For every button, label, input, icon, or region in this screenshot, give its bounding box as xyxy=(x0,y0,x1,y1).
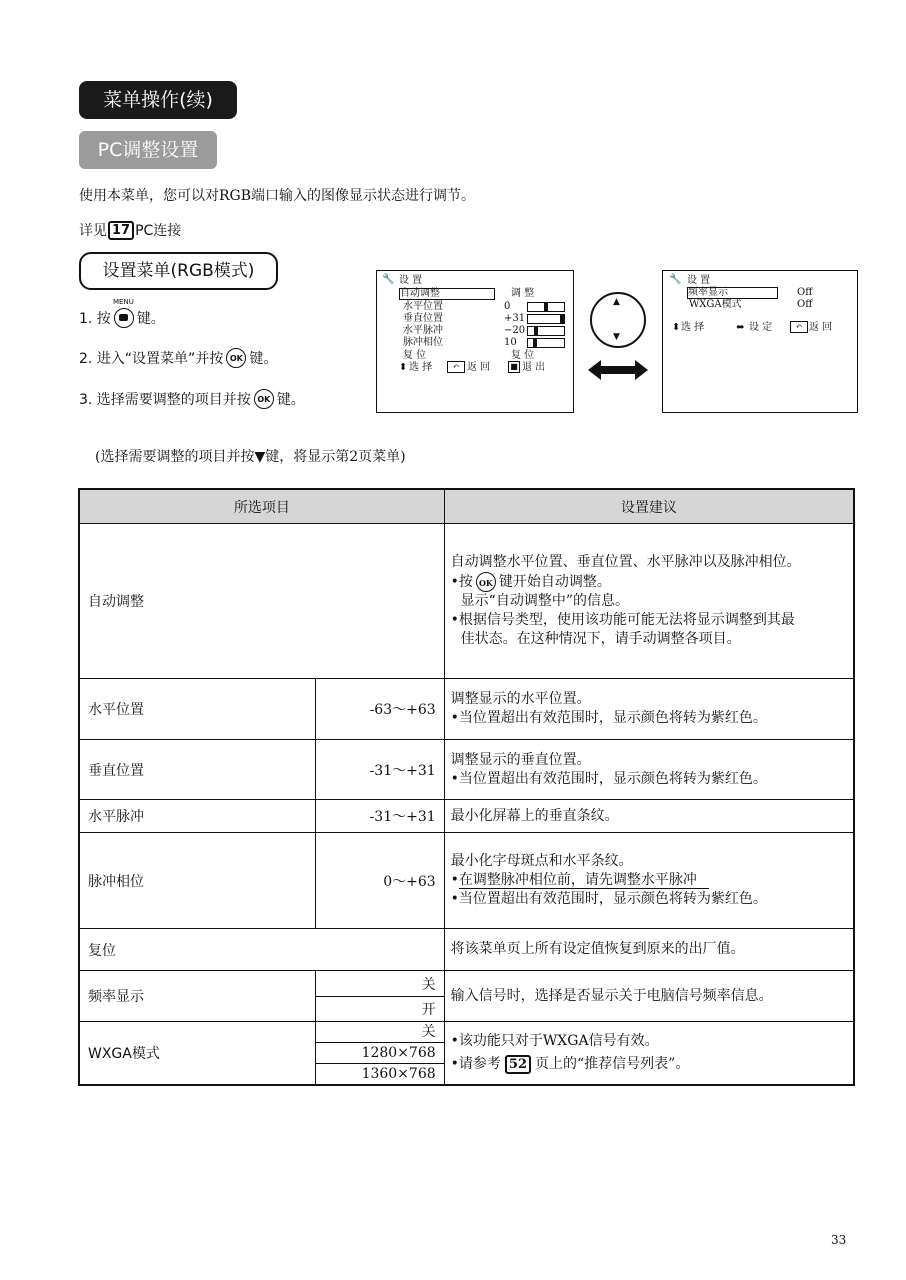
desc-freq-display: 输入信号时，选择是否显示关于电脑信号频率信息。 xyxy=(444,971,854,1022)
item-phase: 脉冲相位 xyxy=(79,833,315,929)
option-wxga-off: 关 xyxy=(315,1022,444,1043)
osd1-row-label: 脉冲相位 xyxy=(403,337,443,348)
range-phase: 0～+63 xyxy=(315,833,444,929)
item-h-position: 水平位置 xyxy=(79,679,315,740)
page-ref-badge: 52 xyxy=(505,1055,531,1074)
osd1-row-value: 0 xyxy=(504,301,511,312)
osd1-level-bar xyxy=(527,326,565,336)
wrench-icon: 🔧 xyxy=(382,274,395,285)
range-h-position: -63～+63 xyxy=(315,679,444,740)
item-auto-adjust: 自动调整 xyxy=(79,524,444,679)
menu-page-note: (选择需要调整的项目并按▼键，将显示第2页菜单) xyxy=(95,449,406,465)
osd1-level-bar xyxy=(527,338,565,348)
osd1-level-bar xyxy=(527,302,565,312)
osd-menu-page-1 xyxy=(376,270,574,413)
settings-table xyxy=(78,488,855,1086)
settings-menu-heading: 设置菜单(RGB模式) xyxy=(79,252,278,290)
subsection-title: PC调整设置 xyxy=(79,131,217,169)
osd2-wxga-value: Off xyxy=(797,299,813,310)
page-number: 33 xyxy=(831,1233,847,1247)
ok-button-icon: OK xyxy=(226,348,246,368)
osd1-row-label: 水平位置 xyxy=(403,301,443,312)
osd1-row-label: 垂直位置 xyxy=(403,313,443,324)
desc-h-pulse: 最小化屏幕上的垂直条纹。 xyxy=(444,800,854,833)
step-1-text: 1. 按 xyxy=(79,311,111,327)
osd1-row-label: 水平脉冲 xyxy=(403,325,443,336)
osd2-freq-display: 频率显示 xyxy=(687,287,778,299)
step-3 xyxy=(79,389,305,409)
wrench-icon: 🔧 xyxy=(669,274,682,285)
range-h-pulse: -31～+31 xyxy=(315,800,444,833)
return-icon: ↶ xyxy=(790,321,808,333)
desc-wxga-mode: • 该功能只对于WXGA信号有效。 • 请参考 52 页上的“推荐信号列表”。 xyxy=(444,1022,854,1085)
osd2-title: 设 置 xyxy=(687,275,711,286)
step-2 xyxy=(79,348,277,368)
option-freq-on: 开 xyxy=(315,997,444,1022)
osd1-nav-exit: 退 出 xyxy=(522,362,546,373)
osd1-nav-select: 选 择 xyxy=(409,362,433,373)
menu-button-label: MENU xyxy=(113,298,134,306)
range-v-position: -31～+31 xyxy=(315,740,444,800)
navigation-pad-icon: ▲ ▼ xyxy=(590,292,646,348)
step-2-text-end: 键。 xyxy=(249,351,278,367)
osd-menu-page-2 xyxy=(662,270,858,413)
osd1-row-value: +31 xyxy=(504,313,526,324)
step-3-text-end: 键。 xyxy=(276,392,305,408)
step-2-text: 2. 进入“设置菜单”并按 xyxy=(79,351,224,367)
desc-v-position: 调整显示的垂直位置。 • 当位置超出有效范围时，显示颜色将转为紫红色。 xyxy=(444,740,854,800)
updown-arrow-icon: ⬍ xyxy=(672,322,681,333)
see-suffix: PC连接 xyxy=(135,223,182,239)
header-selected-item: 所选项目 xyxy=(79,489,444,524)
desc-auto-adjust: 自动调整水平位置、垂直位置、水平脉冲以及脉冲相位。 • 按 OK 键开始自动调整。 显示“自动调整中”的信息。 • 根据信号类型，使用该功能可能无法将显示调整到其最 佳状态。在这种情况下，请手动调整各项目。 xyxy=(444,524,854,679)
osd1-reset-value: 复 位 xyxy=(511,350,535,361)
item-h-pulse: 水平脉冲 xyxy=(79,800,315,833)
ok-button-icon: OK xyxy=(476,572,496,592)
desc-reset: 将该菜单页上所有设定值恢复到原来的出厂值。 xyxy=(444,929,854,971)
leftright-arrow-icon: ⬌ xyxy=(736,322,745,333)
step-1-text-end: 键。 xyxy=(136,311,165,327)
osd2-nav-select: 选 择 xyxy=(681,322,705,333)
option-freq-off: 关 xyxy=(315,971,444,997)
updown-arrow-icon: ⬍ xyxy=(399,362,408,373)
option-wxga-1360: 1360×768 xyxy=(315,1064,444,1085)
header-recommendation: 设置建议 xyxy=(444,489,854,524)
menu-button-icon xyxy=(114,308,134,328)
osd1-level-bar xyxy=(527,314,565,324)
see-prefix: 详见 xyxy=(79,223,107,239)
osd1-title: 设 置 xyxy=(399,275,423,286)
desc-h-position: 调整显示的水平位置。 • 当位置超出有效范围时，显示颜色将转为紫红色。 xyxy=(444,679,854,740)
osd2-freq-value: Off xyxy=(797,287,813,298)
item-freq-display: 频率显示 xyxy=(79,971,315,1022)
osd1-row-value: −20 xyxy=(504,325,526,336)
item-wxga-mode: WXGA模式 xyxy=(79,1022,315,1085)
section-title: 菜单操作(续) xyxy=(79,81,237,119)
step-3-text: 3. 选择需要调整的项目并按 xyxy=(79,392,251,408)
osd1-auto-adjust: 自动调整 xyxy=(399,288,495,300)
intro-text: 使用本菜单，您可以对RGB端口输入的图像显示状态进行调节。 xyxy=(79,188,476,204)
see-reference xyxy=(79,220,181,240)
step-1 xyxy=(79,308,165,328)
double-arrow-icon xyxy=(588,358,648,382)
return-icon: ↶ xyxy=(447,361,465,373)
osd1-row-value: 10 xyxy=(504,337,517,348)
item-v-position: 垂直位置 xyxy=(79,740,315,800)
osd2-nav-back: 返 回 xyxy=(809,322,833,333)
osd1-adjust-header: 调 整 xyxy=(511,288,535,299)
desc-phase: 最小化字母斑点和水平条纹。 • 在调整脉冲相位前，请先调整水平脉冲 • 当位置超出有效范围时，显示颜色将转为紫红色。 xyxy=(444,833,854,929)
page-ref-badge: 17 xyxy=(108,221,134,240)
menu-icon: ■ xyxy=(508,361,520,373)
ok-button-icon: OK xyxy=(254,389,274,409)
item-reset: 复位 xyxy=(79,929,444,971)
osd1-reset: 复 位 xyxy=(403,350,427,361)
option-wxga-1280: 1280×768 xyxy=(315,1043,444,1064)
osd2-nav-set: 设 定 xyxy=(749,322,773,333)
osd1-nav-back: 返 回 xyxy=(467,362,491,373)
osd2-wxga-mode: WXGA模式 xyxy=(689,299,742,310)
